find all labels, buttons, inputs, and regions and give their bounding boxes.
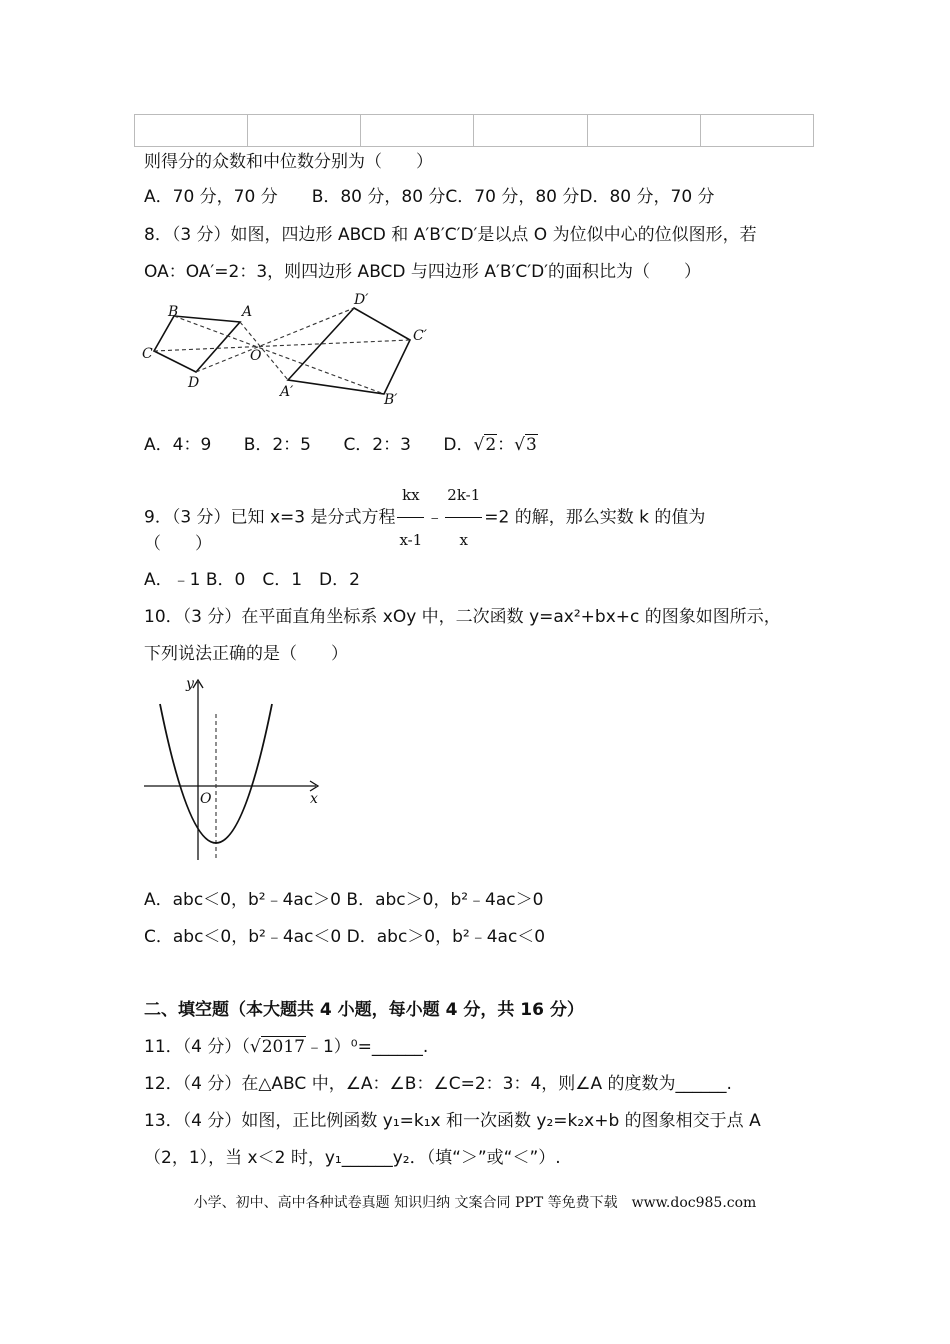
radicand-2017: 2017 — [261, 1037, 305, 1057]
q11-prefix: 11．（4 分）（ — [144, 1037, 250, 1057]
y-label: y — [186, 676, 194, 692]
ratio-sep: ： — [497, 435, 515, 455]
q11-suffix: ﹣1）⁰=______. — [305, 1037, 429, 1057]
table-cell — [700, 115, 813, 147]
footer-text: 小学、初中、高中各种试卷真题 知识归纳 文案合同 PPT 等免费下载 www.doc985.com — [193, 1195, 757, 1211]
q7-stem: 则得分的众数和中位数分别为（ ） — [144, 152, 433, 172]
q8-figure — [140, 288, 440, 410]
q9-prefix: 9．（3 分）已知 x=3 是分式方程 — [144, 507, 396, 528]
label-b: B — [168, 304, 179, 320]
q9-options: A．﹣1 B．0 C．1 D．2 — [144, 570, 360, 590]
q9-blank: （ ） — [144, 534, 212, 554]
q8-line1: 8．（3 分）如图，四边形 ABCD 和 A′B′C′D′是以点 O 为位似中心的位似图形，若 — [144, 225, 757, 245]
fraction-2k-1 — [445, 473, 482, 562]
q8-option-d-prefix: D． — [443, 435, 474, 455]
score-table — [134, 114, 814, 147]
fraction-kx — [397, 473, 424, 562]
q10-line2: 下列说法正确的是（ ） — [144, 644, 348, 664]
q10-options-cd: C．abc＜0，b²﹣4ac＜0 D．abc＞0，b²﹣4ac＜0 — [144, 927, 546, 947]
q9-stem — [144, 473, 705, 562]
table-cell — [248, 115, 361, 147]
frac1-denominator: x-1 — [399, 531, 423, 549]
label-b-prime: B′ — [384, 392, 398, 408]
q8-option-b: B．2：5 — [243, 435, 311, 455]
q8-line2: OA：OA′=2：3，则四边形 ABCD 与四边形 A′B′C′D′的面积比为（ ） — [144, 262, 702, 282]
q8-option-a: A．4：9 — [144, 435, 212, 455]
label-d: D — [188, 375, 200, 391]
quad-abcd-prime — [288, 308, 410, 394]
x-label: x — [310, 791, 318, 807]
q10-options-ab: A．abc＜0，b²﹣4ac＞0 B．abc＞0，b²﹣4ac＞0 — [144, 890, 544, 910]
label-d-prime: D′ — [354, 292, 369, 308]
q7-options: A．70 分，70 分 B．80 分，80 分C．70 分，80 分D．80 分，70 分 — [144, 187, 715, 207]
q8-options — [144, 433, 538, 457]
table-cell — [587, 115, 700, 147]
frac2-numerator: 2k-1 — [445, 473, 482, 518]
frac1-numerator: kx — [397, 473, 424, 518]
origin-label: O — [200, 791, 212, 807]
q8-option-d — [443, 434, 537, 455]
q11 — [144, 1035, 428, 1059]
label-a-prime: A′ — [280, 384, 294, 400]
radicand-two: 2 — [485, 435, 497, 455]
frac2-denominator: x — [459, 531, 468, 549]
q13-line1: 13．（4 分）如图，正比例函数 y₁=k₁x 和一次函数 y₂=k₂x+b 的图象相交于点 A — [144, 1111, 761, 1131]
minus-sign: ﹣ — [426, 507, 444, 528]
q8-option-c: C．2：3 — [343, 435, 411, 455]
sqrt-three: √3 — [514, 435, 537, 455]
label-o: O — [250, 348, 262, 364]
sqrt-2017: √2017 — [249, 1037, 305, 1057]
label-c: C — [142, 346, 153, 362]
q9-suffix: =2 的解，那么实数 k 的值为 — [484, 507, 706, 528]
table-cell — [361, 115, 474, 147]
radicand-three: 3 — [526, 435, 537, 455]
q10-parabola-figure — [140, 672, 340, 868]
q13-line2: （2，1），当 x＜2 时，y₁______y₂．（填“＞”或“＜”）. — [144, 1148, 561, 1168]
q12: 12．（4 分）在△ABC 中，∠A：∠B：∠C=2：3：4，则∠A 的度数为______. — [144, 1074, 732, 1094]
label-c-prime: C′ — [413, 328, 427, 344]
q10-line1: 10．（3 分）在平面直角坐标系 xOy 中，二次函数 y=ax²+bx+c 的图象如图所示， — [144, 607, 781, 627]
table-cell — [474, 115, 587, 147]
section2-title: 二、填空题（本大题共 4 小题，每小题 4 分，共 16 分） — [144, 1000, 584, 1020]
sqrt-two: √2 — [473, 435, 497, 455]
label-a: A — [242, 304, 253, 320]
table-row — [135, 115, 814, 147]
table-cell — [135, 115, 248, 147]
